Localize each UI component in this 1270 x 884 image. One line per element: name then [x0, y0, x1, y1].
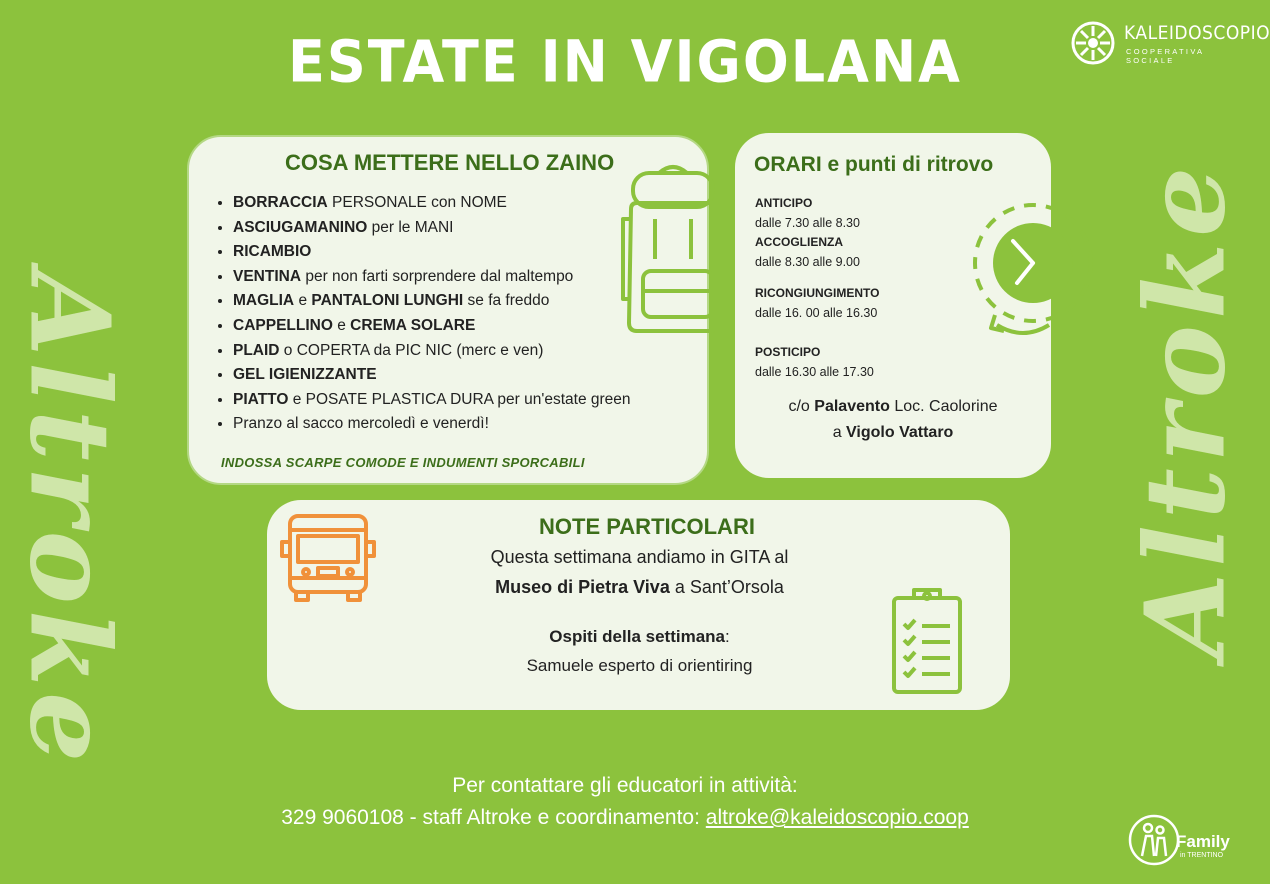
side-word-right: Altroke — [1120, 160, 1250, 659]
contact-info — [0, 770, 1250, 834]
list-item: • PLAID o COPERTA da PIC NIC (merc e ven) — [233, 339, 631, 364]
special-notes-card — [267, 500, 1010, 710]
kaleidoscopio-logo — [1068, 16, 1270, 72]
accoglienza-block — [755, 232, 860, 272]
logo-subtitle: COOPERATIVA SOCIALE — [1126, 47, 1204, 65]
page-title: ESTATE IN VIGOLANA — [288, 27, 962, 96]
logo-name: KALEIDOSCOPIO — [1124, 22, 1270, 44]
schedule-card — [735, 133, 1051, 478]
list-item: • MAGLIA e PANTALONI LUNGHI se fa freddo — [233, 289, 631, 314]
guests-line: Samuele esperto di orientiring — [526, 656, 753, 675]
list-item: • GEL IGIENIZZANTE — [233, 363, 631, 388]
family-sub: in TRENTINO — [1180, 852, 1224, 859]
clipboard-icon — [890, 586, 964, 696]
meeting-place: c/o Palavento Loc. Caolorine a Vigolo Vattaro — [788, 398, 998, 441]
family-name: Family — [1176, 832, 1230, 851]
list-item: • RICAMBIO — [233, 240, 631, 265]
posticipo-time: dalle 16.30 alle 17.30 — [755, 365, 874, 379]
bus-icon — [280, 512, 376, 604]
guests-label-line: Ospiti della settimana: — [549, 627, 730, 646]
clock-icon — [957, 185, 1053, 347]
museum-line: Museo di Pietra Viva a Sant’Orsola — [495, 577, 784, 597]
ricongiungimento-block — [755, 283, 879, 323]
accoglienza-time: dalle 8.30 alle 9.00 — [755, 255, 860, 269]
backpack-list-card — [187, 135, 709, 485]
schedule-heading: ORARI e punti di ritrovo — [754, 153, 994, 176]
list-item: • VENTINA per non farti sorprendere dal maltempo — [233, 265, 631, 290]
accoglienza-label: ACCOGLIENZA — [755, 235, 843, 249]
family-icon — [1128, 812, 1180, 868]
list-item: • BORRACCIA PERSONALE con NOME — [233, 191, 631, 216]
anticipo-time: dalle 7.30 alle 8.30 — [755, 216, 860, 230]
ricongiungimento-label: RICONGIUNGIMENTO — [755, 286, 880, 300]
list-item: • Pranzo al sacco mercoledì e venerdì! — [233, 412, 631, 437]
special-notes-heading: NOTE PARTICOLARI — [539, 514, 755, 539]
trip-line: Questa settimana andiamo in GITA al — [490, 547, 789, 567]
ricongiungimento-time: dalle 16. 00 alle 16.30 — [755, 306, 878, 320]
family-trentino-logo — [1128, 810, 1238, 870]
backpack-icon — [621, 159, 713, 337]
contact-line-1: Per contattare gli educatori in attività: — [452, 774, 798, 797]
kaleidoscope-icon — [1070, 20, 1116, 66]
backpack-heading: COSA METTERE NELLO ZAINO — [285, 150, 615, 175]
posticipo-label: POSTICIPO — [755, 345, 821, 359]
list-item: • ASCIUGAMANINO per le MANI — [233, 216, 631, 241]
list-item: • PIATTO e POSATE PLASTICA DURA per un'estate green — [233, 388, 631, 413]
email-link[interactable]: altroke@kaleidoscopio.coop — [705, 806, 969, 829]
anticipo-block — [755, 193, 860, 233]
backpack-items-list — [215, 191, 631, 437]
posticipo-block — [755, 342, 874, 382]
anticipo-label: ANTICIPO — [755, 196, 813, 210]
list-item: • CAPPELLINO e CREMA SOLARE — [233, 314, 631, 339]
side-word-left: Altroke — [5, 270, 135, 769]
contact-line-2: 329 9060108 - staff Altroke e coordinamento: altroke@kaleidoscopio.coop — [281, 806, 969, 829]
shoes-note: INDOSSA SCARPE COMODE E INDUMENTI SPORCABILI — [221, 455, 585, 470]
